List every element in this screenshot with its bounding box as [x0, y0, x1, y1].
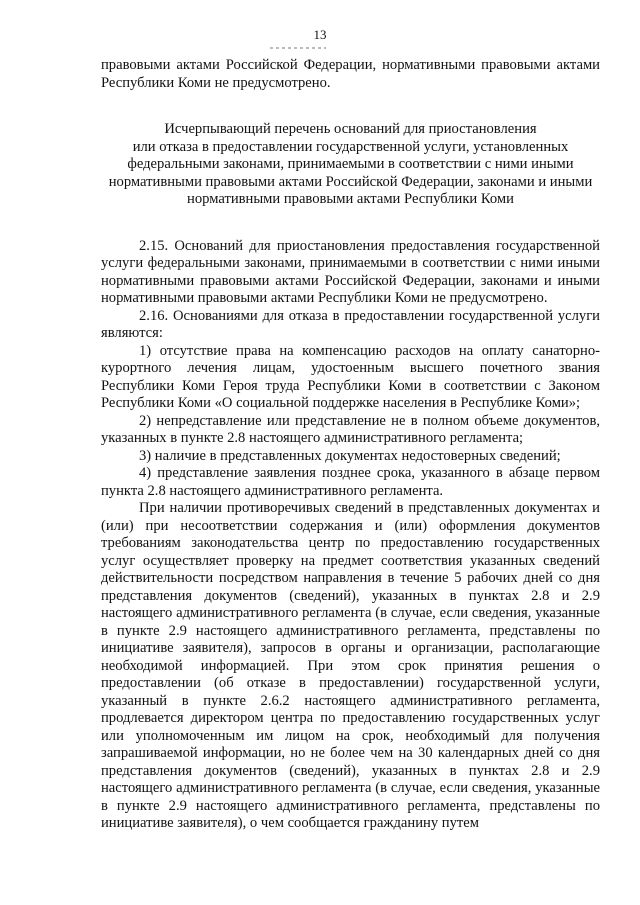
document-body	[101, 57, 600, 833]
paragraph-2-16: 2.16. Основаниями для отказа в предоставлении государственной услуги являются:	[101, 307, 600, 341]
section-heading-line: Исчерпывающий перечень оснований для приостановления	[164, 121, 537, 137]
paragraph-2-15: 2.15. Оснований для приостановления предоставления государственной услуги федеральными законами, принимаемыми в соответствии с ними иными нормативными правовыми актами Российской Федерации, законами и иными нормативными правовыми актами Республики Коми не предусмотрено.	[101, 237, 600, 306]
section-heading-line: или отказа в предоставлении государственной услуги, установленных	[132, 138, 569, 155]
lead-paragraph: правовыми актами Российской Федерации, нормативными правовыми актами Республики Коми не предусмотрено.	[101, 57, 600, 91]
section-heading-line: нормативными правовыми актами Российской Федерации, законами и иными	[108, 173, 593, 190]
list-item-4: 4) представление заявления позднее срока, указанного в абзаце первом пункта 2.8 настоящего административного регламента.	[101, 465, 600, 499]
section-heading-line: нормативными правовыми актами Республики Коми	[187, 191, 514, 207]
page-number: 13	[313, 27, 327, 42]
list-item-1: 1) отсутствие права на компенсацию расходов на оплату санаторно-курортного лечения лицам, удостоенным высшего почетного звания Республики Коми Героя труда Республики Коми в соответствии с Законом Республики Коми «О социальной поддержке населения в Республике Коми»;	[101, 342, 600, 411]
list-item-2: 2) непредставление или представление не в полном объеме документов, указанных в пункте 2.8 настоящего административного регламента;	[101, 412, 600, 446]
section-heading-line: федеральными законами, принимаемыми в соответствии с ними иными	[127, 156, 574, 172]
list-item-3: 3) наличие в представленных документах недостоверных сведений;	[139, 447, 561, 464]
paragraph-contradictions: При наличии противоречивых сведений в представленных документах и (или) при несоответствии содержания и (или) оформления документов требованиям законодательства центр по предоставлению государственных услуг осуществляет проверку на предмет соответствия указанных сведений действительности посредством направления в течение 5 рабочих дней со дня представления документов (сведений), указанных в пунктах 2.8 и 2.9 настоящего административного регламента (в случае, если сведения, указанные в пункте 2.9 настоящего административного регламента, представлены по инициативе заявителя), запросов в органы и организации, располагающие необходимой информацией. При этом срок принятия решения о предоставлении (об отказе в предоставлении) государственной услуги, указанный в пункте 2.6.2 настоящего административного регламента, продлевается директором центра по предоставлению государственных услуг или уполномоченным им лицом на срок, необходимый для получения запрашиваемой информации, но не более чем на 30 календарных дней со дня представления документов (сведений), указанных в пунктах 2.8 и 2.9 настоящего административного регламента (в случае, если сведения, указанные в пункте 2.9 настоящего административного регламента, представлены по инициативе заявителя), о чем сообщается гражданину путем	[101, 500, 600, 831]
scan-artifact-mark	[270, 47, 326, 49]
section-heading	[101, 121, 600, 209]
